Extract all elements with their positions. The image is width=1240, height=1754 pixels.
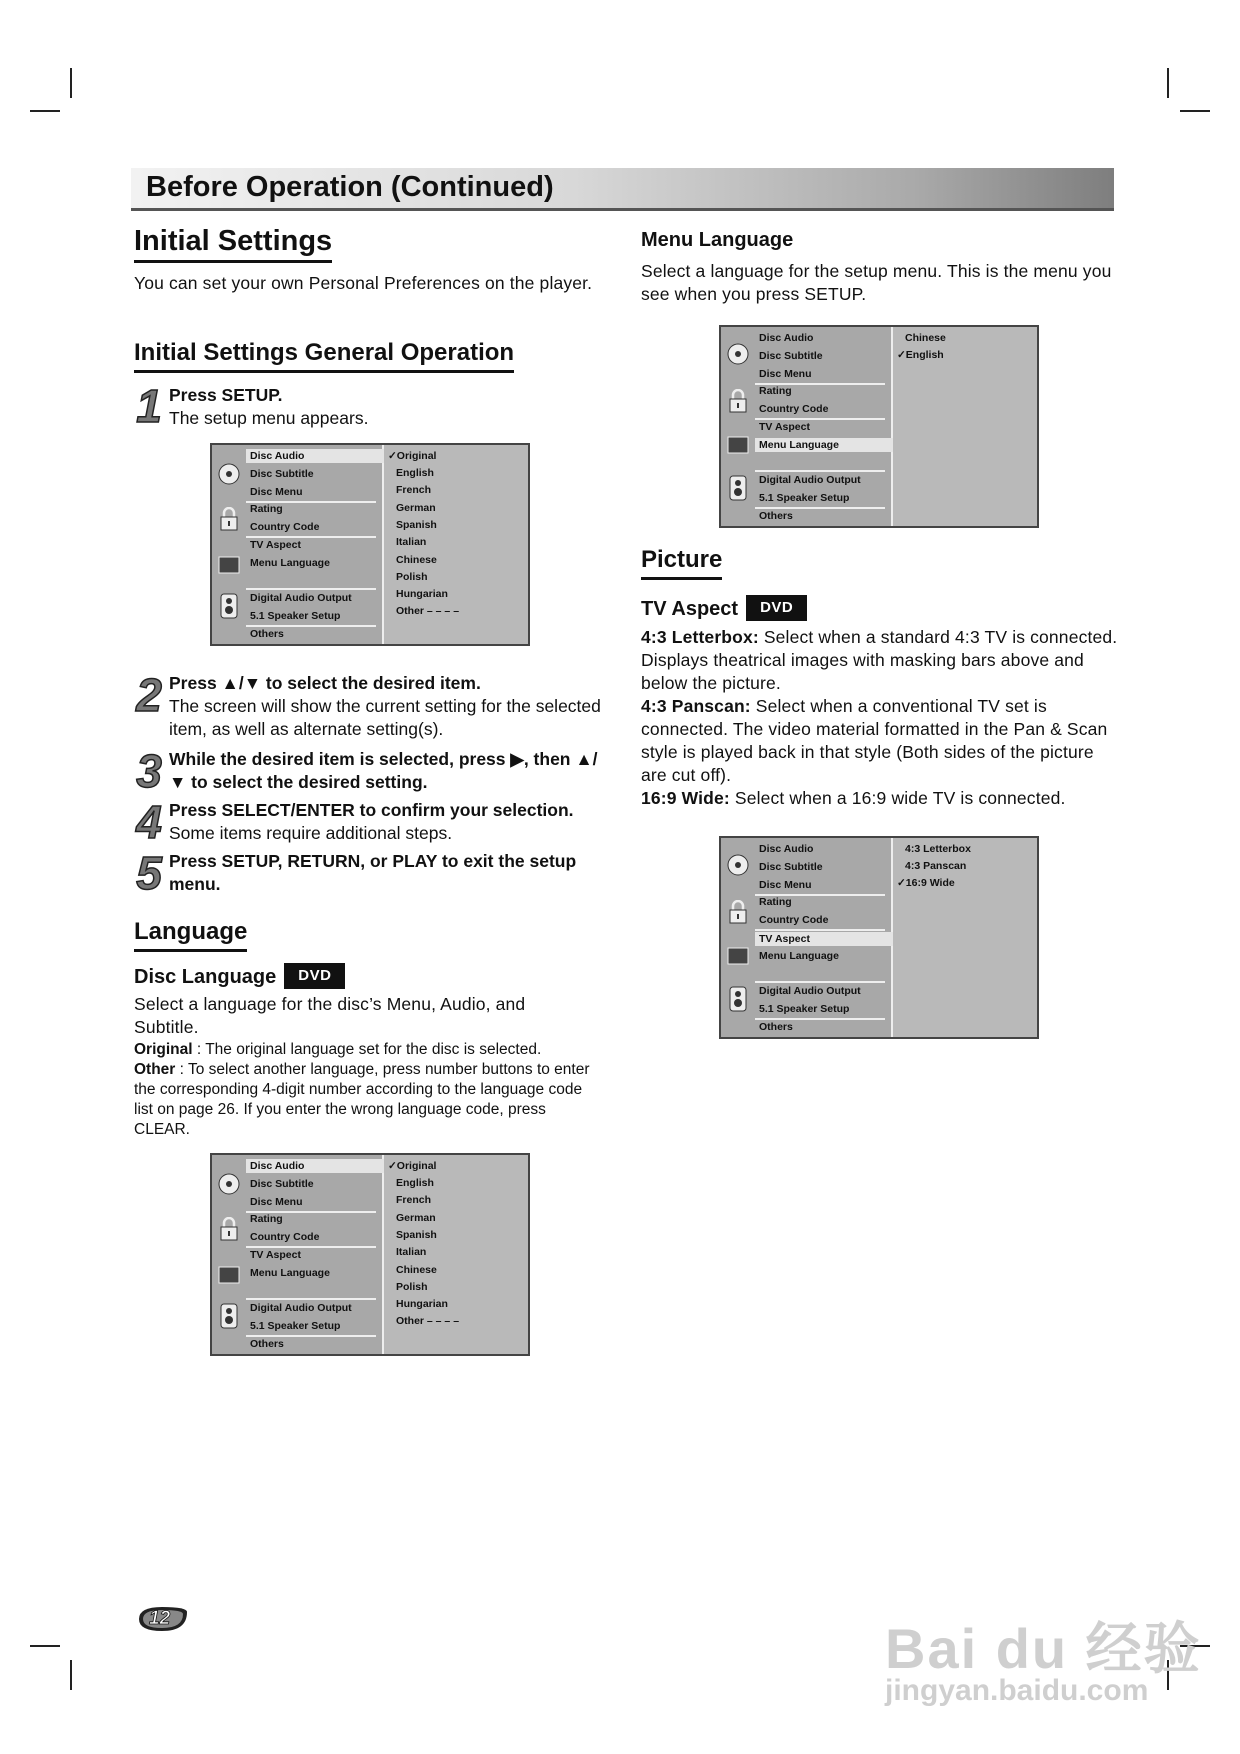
menu-item[interactable]: Rating	[759, 896, 792, 908]
menu-item[interactable]: Disc Subtitle	[759, 350, 823, 362]
menu-item-panel	[721, 327, 893, 526]
menu-item[interactable]: Country Code	[250, 1231, 320, 1243]
original-text: : The original language set for the disc is selected.	[192, 1041, 542, 1058]
menu-item[interactable]: Others	[759, 1021, 793, 1033]
menu-item[interactable]: 5.1 Speaker Setup	[250, 1320, 341, 1332]
menu-divider	[755, 981, 885, 983]
menu-item[interactable]: Disc Audio	[246, 449, 384, 463]
disc-icon	[727, 854, 749, 876]
menu-item[interactable]: Rating	[250, 503, 283, 515]
step-instruction: Press ▲/▼ to select the desired item.	[169, 673, 481, 693]
watermark-brand: Bai du 经验	[885, 1617, 1202, 1680]
option-item[interactable]: Italian	[396, 1246, 427, 1258]
crop-mark	[1167, 68, 1169, 98]
other-label: Other	[134, 1061, 176, 1078]
menu-item[interactable]: Disc Menu	[250, 1196, 303, 1208]
option-item[interactable]: Polish	[396, 1281, 428, 1293]
step-number: 2	[136, 669, 162, 721]
menu-item[interactable]: TV Aspect	[755, 932, 893, 946]
step-2	[169, 672, 609, 741]
crop-mark	[1180, 110, 1210, 112]
menu-item[interactable]: 5.1 Speaker Setup	[759, 1003, 850, 1015]
letterbox-text: Select when a standard 4:3 TV is connected. Displays theatrical images with masking bars above and below the picture.	[641, 627, 1118, 693]
speaker-icon	[727, 986, 749, 1008]
option-item[interactable]: 4:3 Panscan	[905, 860, 967, 872]
tv-icon	[727, 435, 749, 457]
step-number: 1	[136, 380, 162, 432]
menu-item[interactable]: Disc Subtitle	[250, 1178, 314, 1190]
option-item[interactable]: Other – – – –	[396, 1315, 460, 1327]
menu-item[interactable]: Country Code	[250, 521, 320, 533]
dvd-badge: DVD	[746, 595, 807, 621]
option-item[interactable]: Polish	[396, 571, 428, 583]
menu-item-panel	[212, 445, 384, 644]
menu-language-heading: Menu Language	[641, 229, 794, 251]
menu-item[interactable]: Digital Audio Output	[250, 592, 352, 604]
tv-aspect-screen	[719, 836, 1039, 1039]
step-description: The setup menu appears.	[169, 408, 369, 428]
menu-item[interactable]: Country Code	[759, 403, 829, 415]
letterbox-label: 4:3 Letterbox:	[641, 627, 759, 647]
step-instruction: Press SELECT/ENTER to confirm your selection.	[169, 800, 574, 820]
step-5	[169, 850, 609, 896]
wide-text: Select when a 16:9 wide TV is connected.	[729, 788, 1066, 808]
intro-text: You can set your own Personal Preferences on the player.	[134, 273, 593, 293]
step-instruction: Press SETUP, RETURN, or PLAY to exit the setup menu.	[169, 851, 577, 894]
menu-item[interactable]: TV Aspect	[759, 421, 810, 433]
option-item[interactable]: Italian	[396, 536, 427, 548]
lock-icon	[727, 389, 749, 411]
step-number: 5	[136, 847, 162, 899]
menu-language-text: Select a language for the setup menu. This is the menu you see when you press SETUP.	[641, 261, 1112, 304]
menu-divider	[246, 1298, 376, 1300]
menu-item[interactable]: TV Aspect	[250, 539, 301, 551]
step-1	[169, 384, 609, 430]
option-item[interactable]: ✓English	[897, 349, 944, 361]
original-note	[134, 1040, 596, 1140]
menu-item[interactable]: Others	[250, 1338, 284, 1350]
tv-icon	[727, 946, 749, 968]
menu-item[interactable]: Digital Audio Output	[759, 985, 861, 997]
step-number: 4	[136, 796, 162, 848]
menu-item[interactable]: Disc Audio	[246, 1159, 384, 1173]
option-item[interactable]: English	[396, 467, 434, 479]
disc-icon	[218, 463, 240, 485]
option-item[interactable]: Chinese	[396, 1264, 437, 1276]
section-header-bar	[131, 168, 1114, 211]
menu-item-panel	[212, 1155, 384, 1354]
tv-icon	[218, 555, 240, 577]
disc-language-title: Disc Language	[134, 966, 277, 988]
lock-icon	[218, 507, 240, 529]
menu-divider	[755, 470, 885, 472]
menu-item[interactable]: Disc Audio	[759, 843, 814, 855]
page-number-badge	[135, 1604, 189, 1634]
option-item[interactable]: Spanish	[396, 1229, 437, 1241]
tv-icon	[218, 1265, 240, 1287]
page-number: 12	[149, 1608, 171, 1629]
speaker-icon	[218, 1303, 240, 1325]
tv-aspect-title: TV Aspect	[641, 598, 739, 620]
option-item[interactable]: French	[396, 1194, 432, 1206]
option-item[interactable]: German	[396, 1212, 436, 1224]
menu-item[interactable]: Disc Subtitle	[759, 861, 823, 873]
panscan-text: Select when a conventional TV set is connected. The video material formatted in the Pan & Scan style is played back in that style (Both sides of the picture are cut off).	[641, 696, 1108, 785]
watermark-url: jingyan.baidu.com	[885, 1674, 1149, 1707]
menu-item[interactable]: 5.1 Speaker Setup	[250, 610, 341, 622]
step-number: 3	[136, 745, 162, 797]
crop-mark	[30, 110, 60, 112]
option-item[interactable]: French	[396, 484, 432, 496]
menu-item[interactable]: TV Aspect	[250, 1249, 301, 1261]
picture-heading: Picture	[641, 546, 722, 580]
menu-item[interactable]: Country Code	[759, 914, 829, 926]
step-instruction: While the desired item is selected, press ▶, then ▲/▼ to select the desired setting.	[169, 749, 598, 792]
other-text: : To select another language, press number buttons to enter the corresponding 4-digit number according to the language code list on page 26. If you enter the wrong language code, press CLEAR.	[134, 1061, 590, 1138]
menu-item[interactable]: Menu Language	[755, 438, 893, 452]
disc-icon	[727, 343, 749, 365]
menu-item[interactable]: Disc Subtitle	[250, 468, 314, 480]
speaker-icon	[727, 475, 749, 497]
menu-item[interactable]: Menu Language	[250, 1267, 330, 1279]
disc-language-heading	[134, 963, 345, 989]
step-description: The screen will show the current setting for the selected item, as well as alternate setting(s).	[169, 696, 601, 739]
menu-item-panel	[721, 838, 893, 1037]
wide-label: 16:9 Wide:	[641, 788, 730, 808]
step-4	[169, 799, 614, 845]
step-description: Some items require additional steps.	[169, 823, 453, 843]
option-item[interactable]: ✓Original	[388, 1160, 437, 1172]
menu-item[interactable]: Menu Language	[759, 950, 839, 962]
menu-item[interactable]: Digital Audio Output	[250, 1302, 352, 1314]
tv-aspect-heading	[641, 595, 807, 621]
menu-item[interactable]: 5.1 Speaker Setup	[759, 492, 850, 504]
panscan-label: 4:3 Panscan:	[641, 696, 751, 716]
general-operation-heading: Initial Settings General Operation	[134, 339, 514, 373]
option-item[interactable]: Chinese	[905, 332, 946, 344]
option-item[interactable]: Other – – – –	[396, 605, 460, 617]
crop-mark	[70, 1660, 72, 1690]
menu-item[interactable]: Disc Menu	[759, 368, 812, 380]
disc-icon	[218, 1173, 240, 1195]
menu-item[interactable]: Disc Audio	[759, 332, 814, 344]
menu-item[interactable]: Rating	[250, 1213, 283, 1225]
menu-item[interactable]: Rating	[759, 385, 792, 397]
tv-aspect-description	[641, 626, 1121, 810]
step-instruction: Press SETUP.	[169, 385, 283, 405]
menu-item[interactable]: Disc Menu	[759, 879, 812, 891]
option-item[interactable]: Chinese	[396, 554, 437, 566]
lock-icon	[218, 1217, 240, 1239]
option-item[interactable]: Spanish	[396, 519, 437, 531]
menu-divider	[755, 929, 885, 931]
option-item[interactable]: 4:3 Letterbox	[905, 843, 971, 855]
option-item[interactable]: ✓16:9 Wide	[897, 877, 955, 889]
crop-mark	[30, 1645, 60, 1647]
lock-icon	[727, 900, 749, 922]
option-item[interactable]: ✓Original	[388, 450, 437, 462]
menu-item[interactable]: Others	[250, 628, 284, 640]
menu-item[interactable]: Menu Language	[250, 557, 330, 569]
menu-divider	[246, 588, 376, 590]
menu-item[interactable]: Others	[759, 510, 793, 522]
page-title: Initial Settings	[134, 224, 332, 263]
option-item[interactable]: English	[396, 1177, 434, 1189]
disc-language-menu-screen	[210, 1153, 530, 1356]
step-3	[169, 748, 614, 794]
option-item[interactable]: German	[396, 502, 436, 514]
section-header-title: Before Operation (Continued)	[146, 171, 554, 203]
option-item[interactable]: Hungarian	[396, 588, 448, 600]
setup-menu-screen	[210, 443, 530, 646]
disc-language-text: Select a language for the disc’s Menu, Audio, and Subtitle.	[134, 994, 526, 1037]
language-heading: Language	[134, 918, 247, 952]
menu-item[interactable]: Digital Audio Output	[759, 474, 861, 486]
speaker-icon	[218, 593, 240, 615]
dvd-badge: DVD	[284, 963, 345, 989]
menu-language-screen	[719, 325, 1039, 528]
crop-mark	[70, 68, 72, 98]
option-item[interactable]: Hungarian	[396, 1298, 448, 1310]
menu-item[interactable]: Disc Menu	[250, 486, 303, 498]
original-label: Original	[134, 1041, 193, 1058]
